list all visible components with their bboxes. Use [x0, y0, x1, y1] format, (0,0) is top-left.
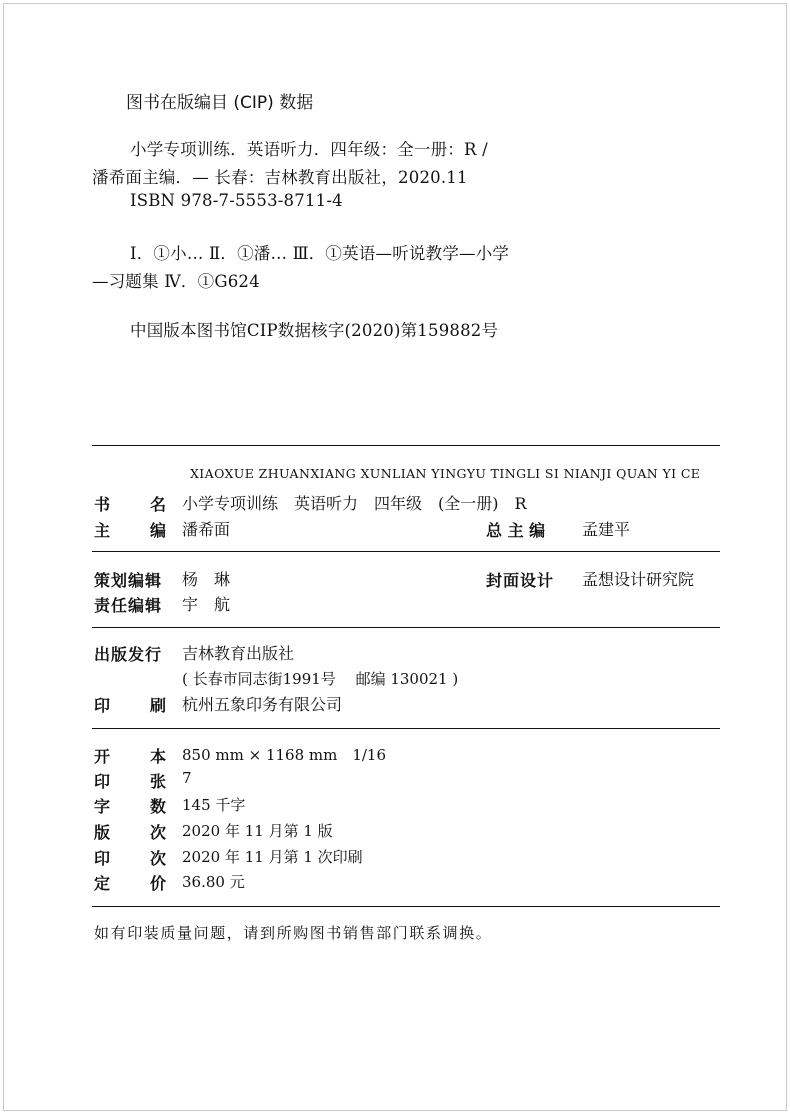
words-label: 字 数 — [94, 797, 166, 816]
planning-editor-label: 策划编辑 — [94, 571, 163, 590]
publisher-address: ( 长春市同志街1991号 邮编 130021 ) — [182, 670, 459, 688]
words: 145 千字 — [182, 796, 246, 814]
cip-line-2: 潘希面主编．— 长春：吉林教育出版社，2020.11 — [92, 168, 468, 187]
cover-design-label: 封面设计 — [486, 571, 555, 590]
cip-line-1: 小学专项训练．英语听力．四年级：全一册：R / — [130, 140, 488, 159]
divider — [92, 728, 720, 729]
edition: 2020 年 11 月第 1 版 — [182, 822, 333, 840]
editor-label: 主 编 — [94, 521, 166, 540]
printer: 杭州五象印务有限公司 — [182, 695, 343, 714]
editor: 潘希面 — [182, 520, 231, 539]
price: 36.80 元 — [182, 873, 245, 891]
publisher: 吉林教育出版社 — [182, 644, 295, 663]
cover-design: 孟想设计研究院 — [582, 570, 695, 589]
responsible-editor: 宇 航 — [182, 595, 231, 614]
divider — [92, 445, 720, 446]
pinyin-title: XIAOXUE ZHUANXIANG XUNLIAN YINGYU TINGLI SI NIANJI QUAN YI CE — [190, 466, 701, 481]
price-label: 定 价 — [94, 874, 166, 893]
cip-line-4: Ⅰ．①小… Ⅱ．①潘… Ⅲ．①英语—听说教学—小学 — [130, 244, 510, 263]
chief-editor: 孟建平 — [582, 520, 631, 539]
planning-editor: 杨 琳 — [182, 570, 231, 589]
cip-title: 图书在版编目 (CIP) 数据 — [126, 93, 314, 113]
divider — [92, 627, 720, 628]
format: 850 mm × 1168 mm 1/16 — [182, 746, 387, 764]
book-name: 小学专项训练 英语听力 四年级 (全一册) R — [182, 494, 527, 513]
divider — [92, 551, 720, 552]
sheets: 7 — [182, 769, 192, 787]
copyright-page — [3, 3, 787, 1111]
sheets-label: 印 张 — [94, 772, 166, 791]
cip-line-6: 中国版本图书馆CIP数据核字(2020)第159882号 — [130, 321, 499, 340]
cip-line-5: —习题集 Ⅳ．①G624 — [92, 272, 260, 291]
printer-label: 印 刷 — [94, 696, 166, 715]
printing-label: 印 次 — [94, 849, 166, 868]
book-name-label: 书 名 — [94, 495, 166, 514]
divider — [92, 906, 720, 907]
chief-editor-label: 总 主 编 — [486, 521, 546, 540]
printing: 2020 年 11 月第 1 次印刷 — [182, 848, 363, 866]
quality-note: 如有印装质量问题，请到所购图书销售部门联系调换。 — [94, 924, 493, 942]
publisher-label: 出版发行 — [94, 645, 163, 664]
edition-label: 版 次 — [94, 823, 166, 842]
format-label: 开 本 — [94, 747, 166, 766]
cip-isbn: ISBN 978-7-5553-8711-4 — [130, 191, 343, 210]
responsible-editor-label: 责任编辑 — [94, 596, 163, 615]
